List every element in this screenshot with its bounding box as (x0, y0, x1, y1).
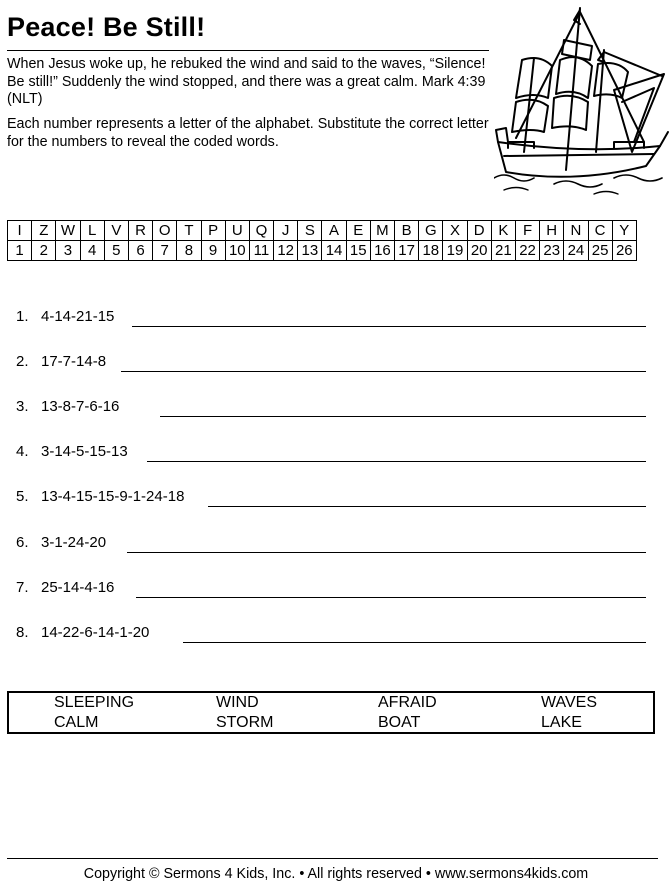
question-item (16, 487, 646, 509)
key-letter: F (515, 221, 539, 241)
question-number: 3. (16, 398, 29, 415)
key-number: 5 (104, 241, 128, 261)
question-code: 3-14-5-15-13 (41, 443, 128, 460)
cipher-key-numbers-row (8, 241, 637, 261)
key-letter: V (104, 221, 128, 241)
key-number: 7 (153, 241, 177, 261)
answer-line[interactable] (132, 326, 646, 327)
word-bank-item: SLEEPING (54, 694, 135, 711)
key-letter: U (225, 221, 249, 241)
key-letter: D (467, 221, 491, 241)
key-number: 20 (467, 241, 491, 261)
copyright-footer: Copyright © Sermons 4 Kids, Inc. • All rights reserved • www.sermons4kids.com (83, 866, 589, 882)
key-letter: M (370, 221, 394, 241)
key-number: 1 (8, 241, 32, 261)
key-number: 4 (80, 241, 104, 261)
question-item (16, 578, 646, 600)
key-number: 22 (515, 241, 539, 261)
cipher-key-letters-row (8, 221, 637, 241)
question-number: 5. (16, 488, 29, 505)
key-letter: K (491, 221, 515, 241)
question-item (16, 352, 646, 374)
key-letter: A (322, 221, 346, 241)
key-number: 26 (612, 241, 636, 261)
key-letter: C (588, 221, 612, 241)
question-code: 13-8-7-6-16 (41, 398, 120, 415)
word-bank-item: STORM (216, 714, 274, 731)
answer-line[interactable] (147, 461, 646, 462)
verse-text: When Jesus woke up, he rebuked the wind and said to the waves, “Silence! Be still!” Suddenly the wind stopped, and there was a great calm. Mark 4:39 (NLT) (7, 56, 486, 107)
answer-line[interactable] (183, 642, 646, 643)
key-letter: P (201, 221, 225, 241)
key-letter: I (8, 221, 32, 241)
question-item (16, 307, 646, 329)
key-letter: T (177, 221, 201, 241)
key-number: 6 (128, 241, 152, 261)
question-number: 8. (16, 624, 29, 641)
question-code: 4-14-21-15 (41, 308, 115, 325)
key-number: 9 (201, 241, 225, 261)
key-number: 21 (491, 241, 515, 261)
key-number: 17 (395, 241, 419, 261)
word-bank-item: WAVES (541, 694, 598, 711)
title-divider (7, 50, 489, 51)
key-letter: R (128, 221, 152, 241)
word-bank-item: LAKE (541, 714, 582, 731)
cipher-key-table (7, 220, 637, 261)
key-number: 10 (225, 241, 249, 261)
question-item (16, 533, 646, 555)
key-letter: J (274, 221, 298, 241)
question-item (16, 623, 646, 645)
word-bank (7, 691, 655, 734)
question-code: 3-1-24-20 (41, 534, 107, 551)
question-number: 6. (16, 534, 29, 551)
key-number: 24 (564, 241, 588, 261)
key-number: 3 (56, 241, 80, 261)
key-letter: O (153, 221, 177, 241)
key-letter: N (564, 221, 588, 241)
question-number: 1. (16, 308, 29, 325)
question-code: 13-4-15-15-9-1-24-18 (41, 488, 185, 505)
key-letter: Z (32, 221, 56, 241)
answer-line[interactable] (136, 597, 646, 598)
question-code: 25-14-4-16 (41, 579, 115, 596)
word-bank-item: WIND (216, 694, 259, 711)
key-letter: H (540, 221, 564, 241)
word-bank-item: BOAT (378, 714, 421, 731)
key-number: 2 (32, 241, 56, 261)
key-letter: S (298, 221, 322, 241)
question-number: 4. (16, 443, 29, 460)
question-code: 14-22-6-14-1-20 (41, 624, 150, 641)
answer-line[interactable] (121, 371, 646, 372)
key-number: 19 (443, 241, 467, 261)
word-bank-item: CALM (54, 714, 99, 731)
key-letter: E (346, 221, 370, 241)
key-letter: G (419, 221, 443, 241)
key-number: 11 (249, 241, 273, 261)
footer-divider (7, 858, 658, 859)
key-letter: B (395, 221, 419, 241)
key-number: 18 (419, 241, 443, 261)
key-letter: L (80, 221, 104, 241)
key-number: 14 (322, 241, 346, 261)
key-number: 8 (177, 241, 201, 261)
page-title: Peace! Be Still! (7, 12, 206, 42)
question-item (16, 442, 646, 464)
key-letter: Q (249, 221, 273, 241)
question-code: 17-7-14-8 (41, 353, 107, 370)
key-number: 25 (588, 241, 612, 261)
key-number: 23 (540, 241, 564, 261)
answer-line[interactable] (208, 506, 646, 507)
instructions-text: Each number represents a letter of the alphabet. Substitute the correct letter for the numbers to reveal the coded words. (7, 116, 489, 150)
question-number: 2. (16, 353, 29, 370)
question-number: 7. (16, 579, 29, 596)
key-number: 13 (298, 241, 322, 261)
key-number: 15 (346, 241, 370, 261)
question-item (16, 397, 646, 419)
key-letter: W (56, 221, 80, 241)
answer-line[interactable] (160, 416, 646, 417)
key-number: 12 (274, 241, 298, 261)
sailing-ship-icon (494, 2, 670, 198)
answer-line[interactable] (127, 552, 646, 553)
key-letter: X (443, 221, 467, 241)
key-number: 16 (370, 241, 394, 261)
word-bank-item: AFRAID (378, 694, 437, 711)
key-letter: Y (612, 221, 636, 241)
